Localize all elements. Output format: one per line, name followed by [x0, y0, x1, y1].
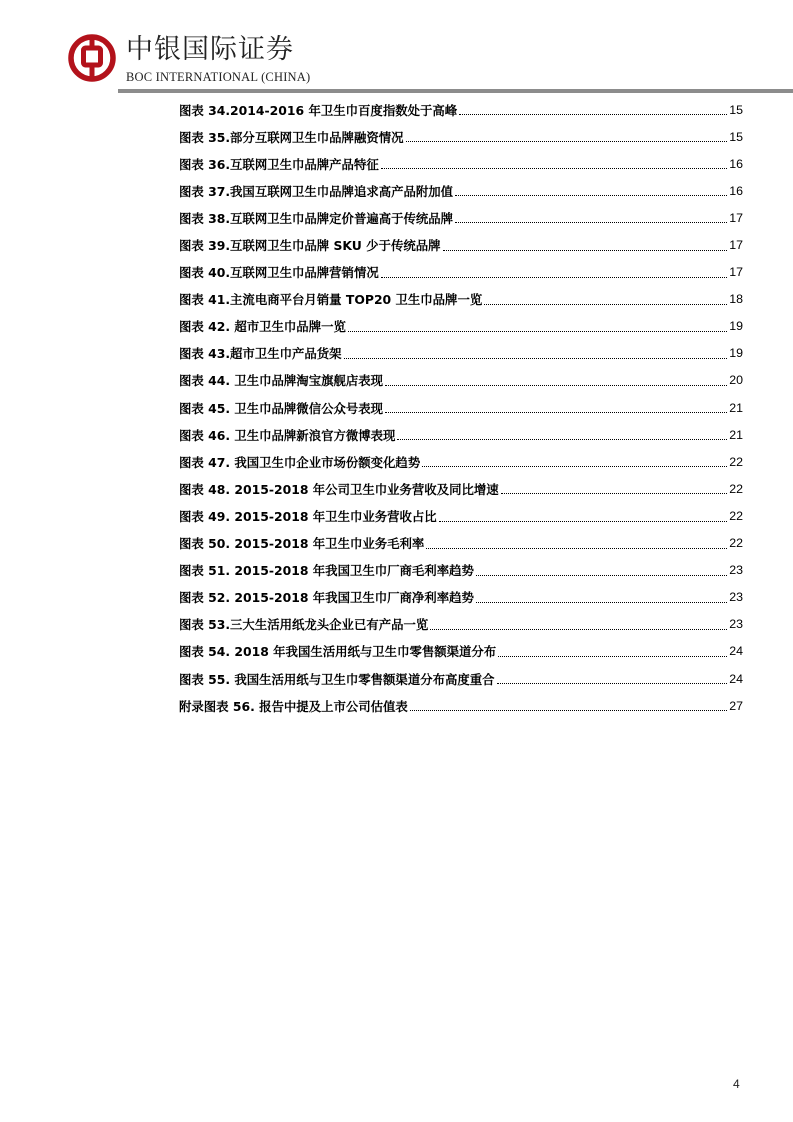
toc-entry-page: 22 — [729, 536, 743, 551]
toc-entry-title: 附录图表 56. 报告中提及上市公司估值表 — [179, 698, 408, 714]
toc-entry[interactable] — [179, 286, 743, 313]
toc-dot-leader — [484, 303, 727, 305]
toc-entry[interactable] — [179, 638, 743, 665]
toc-dot-leader — [455, 221, 727, 223]
toc-entry-page: 23 — [729, 617, 743, 632]
boc-logo-icon — [68, 34, 116, 82]
toc-entry-page: 23 — [729, 590, 743, 605]
toc-dot-leader — [406, 140, 728, 142]
toc-entry[interactable] — [179, 231, 743, 258]
toc-entry-page: 22 — [729, 454, 743, 469]
toc-dot-leader — [381, 167, 727, 169]
toc-entry-title: 图表 39.互联网卫生巾品牌 SKU 少于传统品牌 — [179, 238, 441, 254]
toc-entry-title: 图表 55. 我国生活用纸与卫生巾零售额渠道分布高度重合 — [179, 671, 495, 687]
toc-entry-page: 16 — [729, 183, 743, 198]
toc-entry[interactable] — [179, 150, 743, 177]
toc-entry-title: 图表 41.主流电商平台月销量 TOP20 卫生巾品牌一览 — [179, 292, 483, 308]
toc-entry-page: 23 — [729, 563, 743, 578]
toc-entry-page: 21 — [729, 427, 743, 442]
toc-entry-page: 27 — [729, 698, 743, 713]
toc-entry[interactable] — [179, 611, 743, 638]
toc-entry-title: 图表 40.互联网卫生巾品牌营销情况 — [179, 265, 379, 281]
toc-entry-title: 图表 36.互联网卫生巾品牌产品特征 — [179, 156, 379, 172]
toc-entry-title: 图表 53.三大生活用纸龙头企业已有产品一览 — [179, 617, 429, 633]
toc-entry-page: 17 — [729, 265, 743, 280]
toc-entry[interactable] — [179, 123, 743, 150]
toc-dot-leader — [497, 682, 728, 684]
toc-entry-page: 15 — [729, 129, 743, 144]
toc-entry[interactable] — [179, 557, 743, 584]
toc-dot-leader — [476, 574, 727, 576]
toc-entry-title: 图表 45. 卫生巾品牌微信公众号表现 — [179, 400, 384, 416]
toc-entry-title: 图表 50. 2015-2018 年卫生巾业务毛利率 — [179, 536, 425, 552]
toc-entry-title: 图表 35.部分互联网卫生巾品牌融资情况 — [179, 129, 404, 145]
toc-entry[interactable] — [179, 584, 743, 611]
toc-entry[interactable] — [179, 367, 743, 394]
toc-entry[interactable] — [179, 530, 743, 557]
toc-dot-leader — [397, 438, 727, 440]
toc-entry[interactable] — [179, 340, 743, 367]
page-header — [0, 0, 793, 96]
toc-entry-title: 图表 38.互联网卫生巾品牌定价普遍高于传统品牌 — [179, 210, 454, 226]
toc-dot-leader — [455, 194, 727, 196]
toc-dot-leader — [443, 249, 728, 251]
toc-entry[interactable] — [179, 421, 743, 448]
toc-entry-title: 图表 54. 2018 年我国生活用纸与卫生巾零售额渠道分布 — [179, 644, 497, 660]
toc-dot-leader — [422, 465, 727, 467]
toc-entry[interactable] — [179, 259, 743, 286]
toc-entry[interactable] — [179, 475, 743, 502]
toc-dot-leader — [430, 628, 727, 630]
toc-dot-leader — [501, 492, 728, 494]
header-divider — [118, 89, 793, 93]
toc-dot-leader — [344, 357, 728, 359]
toc-entry-page: 21 — [729, 400, 743, 415]
toc-entry-page: 22 — [729, 481, 743, 496]
toc-entry-title: 图表 43.超市卫生巾产品货架 — [179, 346, 342, 362]
toc-entry[interactable] — [179, 448, 743, 475]
toc-entry-title: 图表 42. 超市卫生巾品牌一览 — [179, 319, 346, 335]
toc-entry[interactable] — [179, 502, 743, 529]
toc-entry[interactable] — [179, 394, 743, 421]
toc-entry-page: 15 — [729, 102, 743, 117]
toc-entry[interactable] — [179, 692, 743, 719]
toc-entry-title: 图表 34.2014-2016 年卫生巾百度指数处于高峰 — [179, 102, 458, 118]
toc-entry-page: 17 — [729, 238, 743, 253]
toc-dot-leader — [476, 601, 727, 603]
toc-dot-leader — [459, 113, 727, 115]
toc-entry-title: 图表 48. 2015-2018 年公司卫生巾业务营收及同比增速 — [179, 481, 499, 497]
toc-dot-leader — [385, 384, 727, 386]
toc-dot-leader — [498, 655, 727, 657]
toc-entry-page: 24 — [729, 671, 743, 686]
toc-entry-page: 20 — [729, 373, 743, 388]
toc-entry-title: 图表 49. 2015-2018 年卫生巾业务营收占比 — [179, 508, 437, 524]
toc-entry-page: 22 — [729, 508, 743, 523]
toc-dot-leader — [381, 276, 727, 278]
toc-dot-leader — [439, 520, 728, 522]
toc-entry-page: 16 — [729, 156, 743, 171]
toc-entry-title: 图表 52. 2015-2018 年我国卫生巾厂商净利率趋势 — [179, 590, 474, 606]
toc-entry-page: 18 — [729, 292, 743, 307]
toc-entry[interactable] — [179, 313, 743, 340]
toc-entry[interactable] — [179, 665, 743, 692]
toc-entry[interactable] — [179, 204, 743, 231]
toc-entry-page: 24 — [729, 644, 743, 659]
toc-entry[interactable] — [179, 96, 743, 123]
toc-entry-title: 图表 37.我国互联网卫生巾品牌追求高产品附加值 — [179, 183, 454, 199]
toc-dot-leader — [348, 330, 727, 332]
toc-entry-title: 图表 46. 卫生巾品牌新浪官方微博表现 — [179, 427, 396, 443]
toc-dot-leader — [426, 547, 727, 549]
toc-entry-page: 17 — [729, 210, 743, 225]
toc-entry-title: 图表 47. 我国卫生巾企业市场份额变化趋势 — [179, 454, 421, 470]
toc-entry-title: 图表 44. 卫生巾品牌淘宝旗舰店表现 — [179, 373, 384, 389]
toc-dot-leader — [385, 411, 727, 413]
toc-entry-page: 19 — [729, 346, 743, 361]
page-number: 4 — [733, 1077, 740, 1091]
toc-dot-leader — [410, 709, 727, 711]
brand-name-chinese: 中银国际证券 — [126, 34, 294, 65]
table-of-figures — [179, 96, 743, 719]
toc-entry-page: 19 — [729, 319, 743, 334]
toc-entry-title: 图表 51. 2015-2018 年我国卫生巾厂商毛利率趋势 — [179, 563, 474, 579]
brand-name-english: BOC INTERNATIONAL (CHINA) — [126, 70, 311, 84]
toc-entry[interactable] — [179, 177, 743, 204]
